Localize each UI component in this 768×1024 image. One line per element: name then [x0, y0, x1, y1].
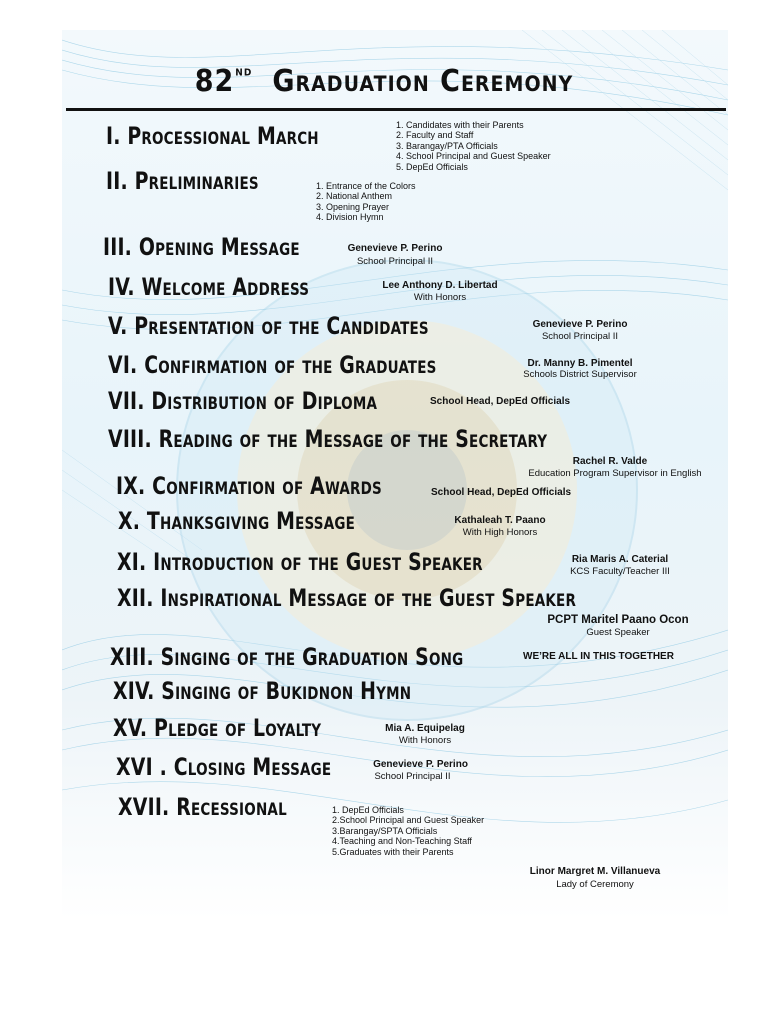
program-heading: VI. Confirmation of the Graduates	[108, 351, 437, 379]
list-item: 3.Barangay/SPTA Officials	[332, 825, 438, 836]
title-text: Graduation Ceremony	[272, 64, 574, 99]
list-item: 4. Division Hymn	[316, 212, 384, 223]
list-item: 5.Graduates with their Parents	[332, 846, 454, 857]
speaker-role: With Honors	[413, 292, 467, 303]
program-heading: VII. Distribution of Diploma	[108, 387, 378, 415]
ceremony-number: 82	[194, 64, 235, 99]
speaker-name: PCPT Maritel Paano Ocon	[547, 614, 689, 626]
speaker-name: Rachel R. Valde	[572, 456, 648, 467]
program-heading: XII. Inspirational Message of the Guest Speaker	[117, 584, 577, 612]
list-item: 3. Opening Prayer	[316, 201, 390, 212]
speaker-role: Schools District Supervisor	[523, 369, 637, 380]
song-title: WE’RE ALL IN THIS TOGETHER	[523, 651, 674, 662]
speaker-role: Education Program Supervisor in English	[528, 468, 702, 479]
speaker-name: School Head, DepEd Officials	[431, 487, 572, 498]
program-heading: III. Opening Message	[103, 233, 300, 261]
speaker-role: School Principal II	[356, 256, 434, 267]
page-title	[0, 64, 768, 99]
program-heading: II. Preliminaries	[106, 167, 259, 195]
speaker-role: KCS Faculty/Teacher III	[570, 566, 670, 577]
program-heading: IX. Confirmation of Awards	[116, 472, 382, 500]
list-item: 4.Teaching and Non-Teaching Staff	[332, 836, 472, 847]
program-heading: X. Thanksgiving Message	[118, 507, 356, 535]
speaker-role: With Honors	[398, 735, 452, 746]
list-item: 2. National Anthem	[316, 191, 393, 202]
program-list	[396, 120, 551, 172]
list-item: 4. School Principal and Guest Speaker	[396, 151, 551, 162]
speaker-name: Mia A. Equipelag	[385, 723, 465, 734]
title-divider	[66, 108, 726, 111]
speaker-name: Kathaleah T. Paano	[454, 515, 546, 526]
speaker-name: Genevieve P. Perino	[373, 759, 468, 770]
speaker-name: School Head, DepEd Officials	[430, 396, 571, 407]
speaker-role: School Principal II	[541, 331, 619, 342]
list-item: 1. DepEd Officials	[332, 805, 404, 815]
list-item: 2. Faculty and Staff	[396, 130, 474, 141]
list-item: 2.School Principal and Guest Speaker	[332, 815, 485, 826]
program-heading: XI. Introduction of the Guest Speaker	[117, 548, 483, 576]
speaker-role: School Principal II	[374, 771, 451, 782]
list-item: 3. Barangay/PTA Officials	[396, 140, 498, 151]
list-item: 5. DepEd Officials	[396, 161, 468, 172]
program-heading: XIV. Singing of Bukidnon Hymn	[113, 677, 412, 705]
speaker-name: Lee Anthony D. Libertad	[382, 280, 498, 291]
program-heading: IV. Welcome Address	[108, 273, 310, 301]
program-heading: XV. Pledge of Loyalty	[113, 714, 322, 742]
program-list	[316, 181, 416, 223]
program-heading: XVII. Recessional	[118, 793, 287, 821]
program-heading: XIII. Singing of the Graduation Song	[110, 643, 464, 671]
program-list	[332, 805, 484, 857]
program-heading: VIII. Reading of the Message of the Secretary	[108, 425, 548, 453]
list-item: 1. Entrance of the Colors	[316, 181, 416, 191]
program-heading: I. Processional March	[106, 122, 319, 150]
ordinal-suffix: ND	[235, 67, 253, 79]
speaker-name: Genevieve P. Perino	[347, 243, 443, 254]
speaker-name: Dr. Manny B. Pimentel	[527, 358, 633, 369]
program-heading: XVI . Closing Message	[116, 753, 332, 781]
speaker-role: Guest Speaker	[586, 627, 650, 638]
program-heading: V. Presentation of the Candidates	[108, 312, 429, 340]
speaker-name: Genevieve P. Perino	[532, 319, 628, 330]
speaker-name: Ria Maris A. Caterial	[571, 554, 669, 565]
speaker-role: With High Honors	[462, 527, 538, 538]
list-item: 1. Candidates with their Parents	[396, 120, 524, 130]
emcee-role: Lady of Ceremony	[556, 879, 634, 890]
emcee-name: Linor Margret M. Villanueva	[529, 866, 661, 877]
